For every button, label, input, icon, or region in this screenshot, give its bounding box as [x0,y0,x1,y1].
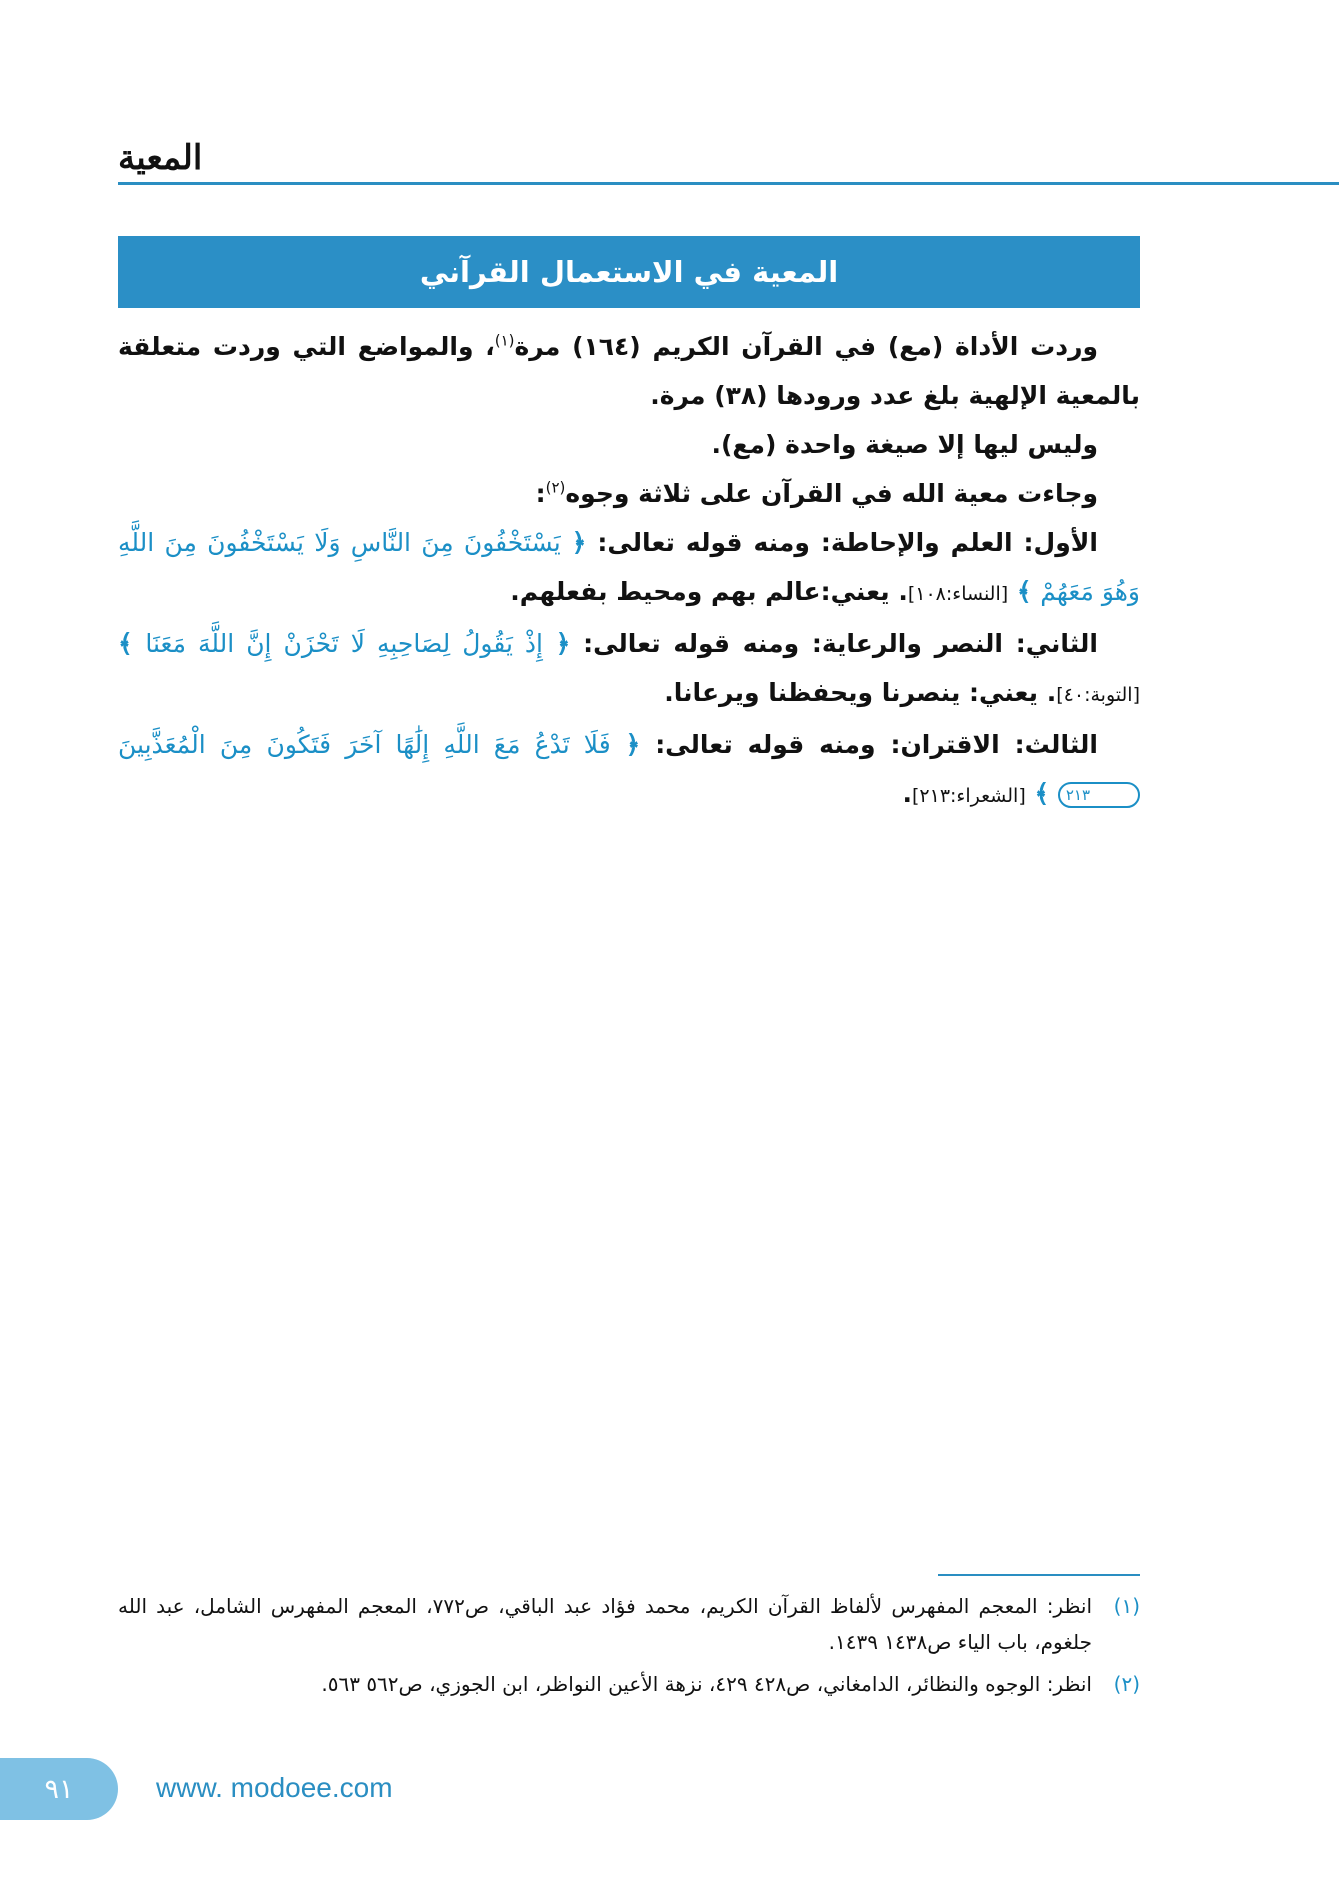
verse-open-bracket: ﴿ [555,629,571,658]
verse-open-bracket: ﴿ [571,528,587,557]
verse-ref-tawba: [التوبة:٤٠] [1056,684,1140,706]
aspect-second [118,619,1140,720]
footnote-2 [118,1666,1140,1702]
verse-close-bracket: ﴾ [1016,577,1032,606]
body-text [118,322,1140,821]
running-title: المعية [118,138,203,178]
footnote-rule [938,1574,1140,1576]
verse-ref-shuara: [الشعراء:٢١٣] [911,785,1026,807]
page-number-tab [0,1758,118,1820]
aspect-second-label: الثاني: النصر والرعاية: ومنه قوله تعالى: [583,629,1098,658]
verse-ref-nisa: [النساء:١٠٨] [907,583,1009,605]
verse-close-bracket: ﴾ [1034,779,1050,808]
verse-open-bracket: ﴿ [625,730,641,759]
aspect-first-gloss: . يعني:عالم بهم ومحيط بفعلهم. [510,577,908,606]
aspects-text: وجاءت معية الله في القرآن على ثلاثة وجوه [565,479,1098,508]
page-number: ٩١ [44,1773,74,1805]
paragraph-form: وليس ليها إلا صيغة واحدة (مع). [711,430,1098,459]
footnote-1 [118,1588,1140,1660]
verse-close-bracket: ﴾ [118,629,133,658]
aspect-first-label: الأول: العلم والإحاطة: ومنه قوله تعالى: [597,528,1098,557]
aspect-first [118,518,1140,619]
footnote-1-number: (١) [1113,1594,1140,1618]
footnote-2-text: انظر: الوجوه والنظائر، الدامغاني، ص٤٢٨ ٤٢٩، نزهة الأعين النواظر، ابن الجوزي، ص٥٦٢ ٥٦٣. [321,1672,1092,1696]
header-rule [118,182,1339,185]
verse-shuara: فَلَا تَدْعُ مَعَ اللَّهِ إِلَٰهًا آخَرَ فَتَكُونَ مِنَ الْمُعَذَّبِينَ [118,730,611,759]
aspect-second-gloss: . يعني: ينصرنا ويحفظنا ويرعانا. [664,678,1057,707]
verse-tawba: إِذْ يَقُولُ لِصَاحِبِهِ لَا تَحْزَنْ إِنَّ اللَّهَ مَعَنَا [145,629,543,658]
verse-nisa: يَسْتَخْفُونَ مِنَ النَّاسِ وَلَا يَسْتَخْفُونَ مِنَ اللَّهِ وَهُوَ مَعَهُمْ [118,528,1140,606]
intro-text-a: وردت الأداة (مع) في القرآن الكريم (١٦٤) مرة [514,332,1099,361]
footnote-2-number: (٢) [1113,1672,1140,1696]
aya-number-badge: ٢١٣ [1058,782,1140,808]
aspects-colon: : [535,479,546,508]
intro-text-b: ، والمواضع التي وردت متعلقة بالمعية الإلهية بلغ عدد ورودها (٣٨) مرة. [118,332,1140,410]
section-banner [118,236,1140,308]
website-link[interactable]: www. modoee.com [156,1772,393,1803]
section-title: المعية في الاستعمال القرآني [419,255,839,289]
aspect-third [118,720,1140,821]
footnotes [118,1588,1140,1708]
aspect-third-end: . [902,779,912,808]
paragraph-aspects [118,469,1140,518]
footnote-1-text: انظر: المعجم المفهرس لألفاظ القرآن الكريم، محمد فؤاد عبد الباقي، ص٧٧٢، المعجم المفهرس الشامل، عبد الله جلغوم، باب الياء ص١٤٣٨ ١٤٣٩. [118,1594,1092,1654]
paragraph-intro [118,322,1140,420]
aspect-third-label: الثالث: الاقتران: ومنه قوله تعالى: [655,730,1098,759]
footnote-marker-1[interactable]: (١) [494,331,515,350]
footnote-marker-2[interactable]: (٢) [545,478,566,497]
